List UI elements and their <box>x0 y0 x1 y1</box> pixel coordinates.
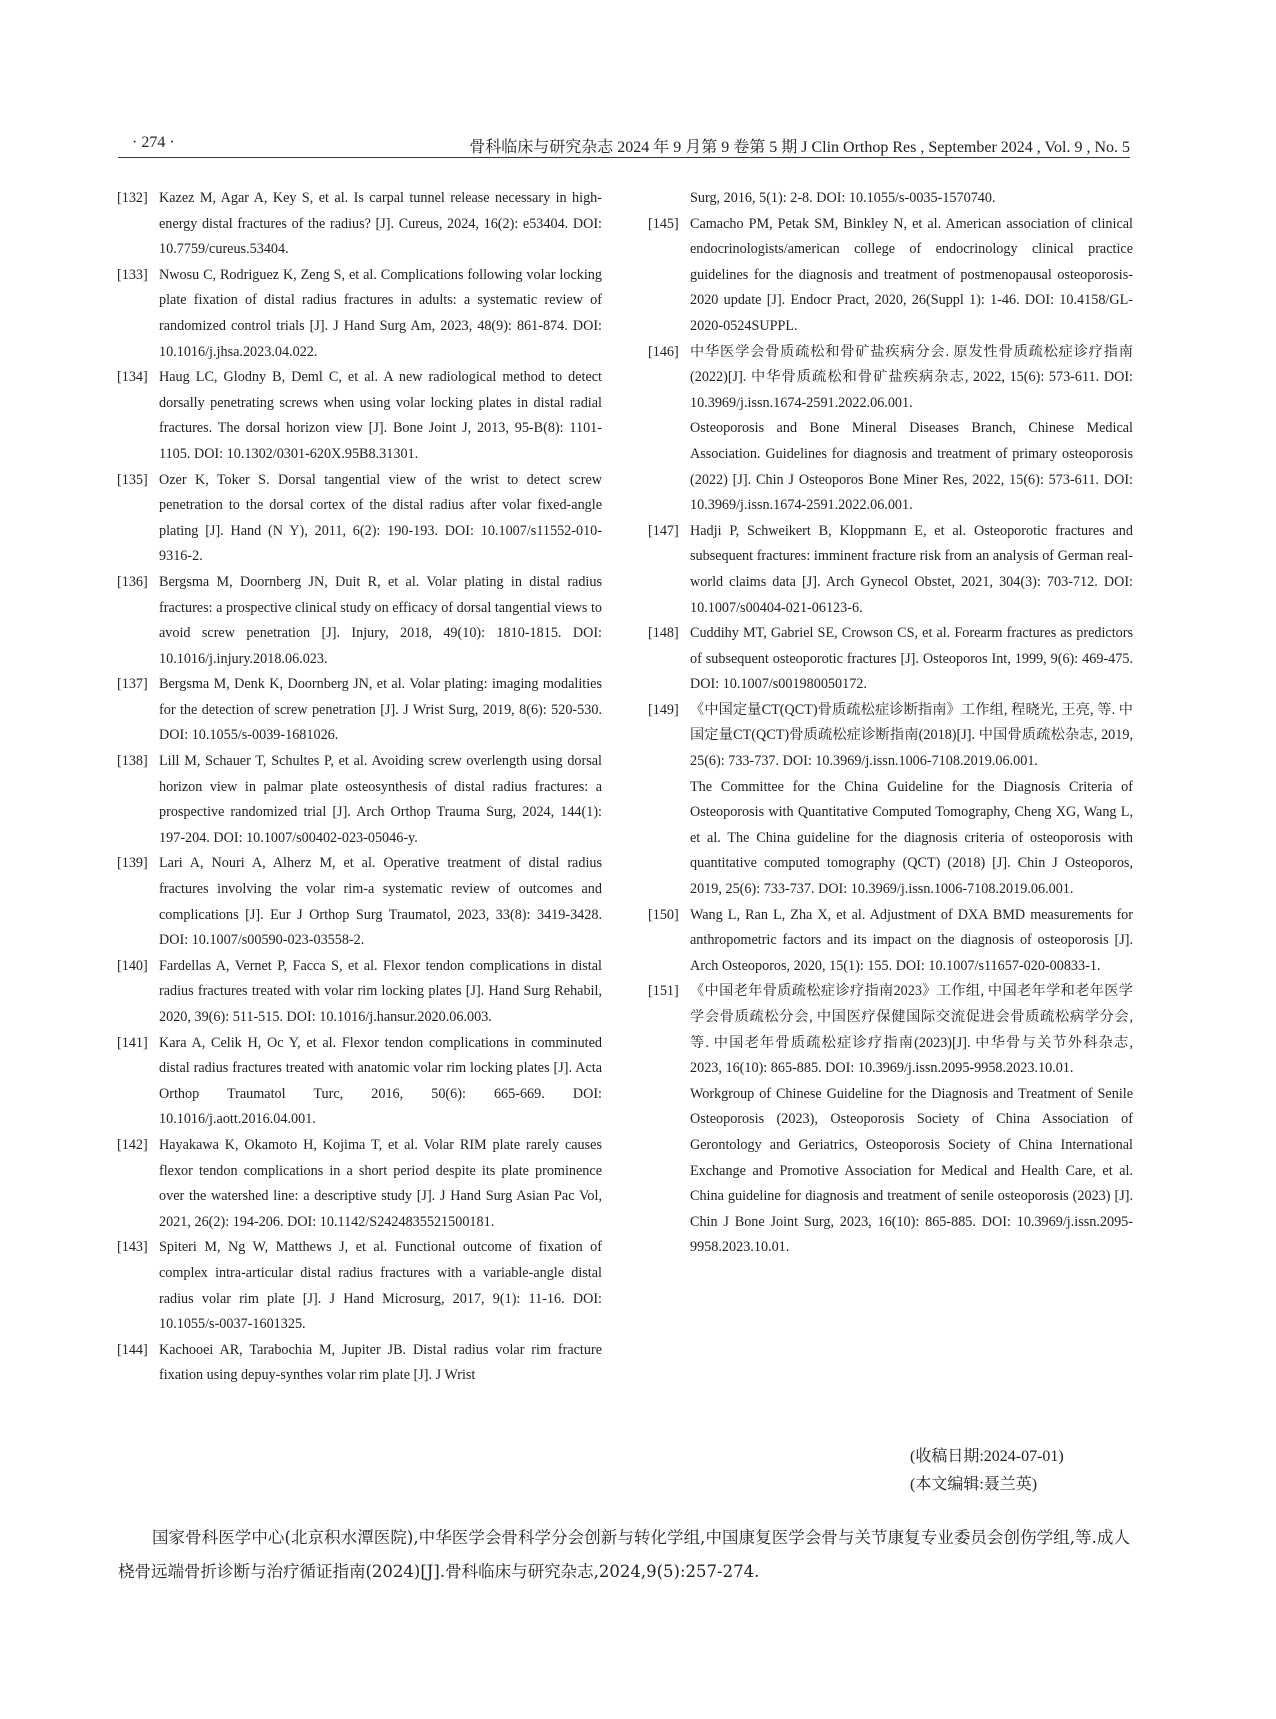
reference-number: [146] <box>648 343 679 360</box>
reference-number: [148] <box>648 625 679 642</box>
journal-info: 骨科临床与研究杂志 2024 年 9 月第 9 卷第 5 期 J Clin Orthop Res , September 2024 , Vol. 9 , No. 5 <box>469 139 1130 156</box>
reference-number: [133] <box>117 266 148 283</box>
page-number: · 274 · <box>132 134 175 151</box>
running-header <box>118 131 1130 158</box>
reference-number: [150] <box>648 906 679 923</box>
reference-text: 中华医学会骨质疏松和骨矿盐疾病分会. 原发性骨质疏松症诊疗指南(2022)[J]. 中华骨质疏松和骨矿盐疾病杂志, 2022, 15(6): 573-611. DOI: 10.3969/j.issn.1674-2591.2022.06.001. <box>690 343 1133 411</box>
reference-text: Spiteri M, Ng W, Matthews J, et al. Functional outcome of fixation of complex intra-articular distal radius fractures with a variable-angle distal radius volar rim plate [J]. J Hand Microsurg, 2017, 9(1): 11-16. DOI: 10.1055/s-0037-1601325. <box>159 1239 602 1333</box>
reference-number: [149] <box>648 701 679 718</box>
reference-item <box>648 212 1133 340</box>
reference-item <box>648 621 1133 698</box>
reference-item <box>117 851 602 953</box>
reference-text: Kachooei AR, Tarabochia M, Jupiter JB. Distal radius volar rim fracture fixation using depuy-synthes volar rim plate [J]. J Wrist <box>159 1341 602 1384</box>
reference-text: 《中国定量CT(QCT)骨质疏松症诊断指南》工作组, 程晓光, 王亮, 等. 中国定量CT(QCT)骨质疏松症诊断指南(2018)[J]. 中国骨质疏松杂志, 2019, 25(6): 733-737. DOI: 10.3969/j.issn.1006-7108.2019.06.001. <box>690 701 1133 770</box>
reference-number: [132] <box>117 190 148 206</box>
left-reference-column <box>117 186 602 1389</box>
reference-text: Nwosu C, Rodriguez K, Zeng S, et al. Complications following volar locking plate fixation of distal radius fractures in adults: a systematic review of randomized control trials [J]. J Hand Surg Am, 2023, 48(9): 861-874. DOI: 10.1016/j.jhsa.2023.04.022. <box>159 266 602 360</box>
reference-text: Bergsma M, Denk K, Doornberg JN, et al. Volar plating: imaging modalities for the detection of screw penetration [J]. J Wrist Surg, 2019, 8(6): 520-530. DOI: 10.1055/s-0039-1681026. <box>159 676 602 744</box>
reference-text: Cuddihy MT, Gabriel SE, Crowson CS, et al. Forearm fractures as predictors of subsequent osteoporotic fractures [J]. Osteoporos Int, 1999, 9(6): 469-475. DOI: 10.1007/s001980050172. <box>690 625 1133 693</box>
reference-item <box>648 903 1133 980</box>
reference-number: [136] <box>117 573 148 590</box>
reference-number: [134] <box>117 369 148 386</box>
reference-number: [142] <box>117 1136 148 1153</box>
reference-item <box>117 468 602 570</box>
reference-text: Kara A, Celik H, Oc Y, et al. Flexor tendon complications in comminuted distal radius fractures treated with anatomic volar rim locking plates [J]. Acta Orthop Traumatol Turc, 2016, 50(6): 665-669. DOI: 10.1016/j.aott.2016.04.001. <box>159 1034 602 1128</box>
reference-text: Bergsma M, Doornberg JN, Duit R, et al. Volar plating in distal radius fractures: a prospective clinical study on efficacy of dorsal tangential views to avoid screw penetration [J]. Injury, 2018, 49(10): 1810-1815. DOI: 10.1016/j.injury.2018.06.023. <box>159 573 602 667</box>
reference-text: 《中国老年骨质疏松症诊疗指南2023》工作组, 中国老年学和老年医学学会骨质疏松分会, 中国医疗保健国际交流促进会骨质疏松病学分会, 等. 中国老年骨质疏松症诊疗指南(2023)[J]. 中华骨与关节外科杂志, 2023, 16(10): 865-885. DOI: 10.3969/j.issn.2095-9958.2023.10.01. <box>690 983 1133 1077</box>
reference-item <box>117 1031 602 1133</box>
reference-item <box>117 365 602 467</box>
reference-number: [139] <box>117 855 148 872</box>
reference-item <box>117 954 602 1031</box>
article-footer-meta <box>910 1443 1064 1499</box>
reference-number: [141] <box>117 1034 148 1051</box>
citation-note: 国家骨科医学中心(北京积水潭医院),中华医学会骨科学分会创新与转化学组,中国康复医学会骨与关节康复专业委员会创伤学组,等.成人桡骨远端骨折诊断与治疗循证指南(2024)[J].骨科临床与研究杂志,2024,9(5):257-274. <box>118 1528 1130 1581</box>
reference-item <box>117 186 602 263</box>
received-date: (收稿日期:2024-07-01) <box>910 1448 1064 1465</box>
reference-number: [151] <box>648 983 679 1000</box>
reference-item <box>117 1235 602 1337</box>
reference-text: Fardellas A, Vernet P, Facca S, et al. Flexor tendon complications in distal radius fractures treated with volar rim locking plates [J]. Hand Surg Rehabil, 2020, 39(6): 511-515. DOI: 10.1016/j.hansur.2020.06.003. <box>159 957 602 1025</box>
reference-text: Haug LC, Glodny B, Deml C, et al. A new radiological method to detect dorsally penetrating screws when using volar locking plates in distal radial fractures. The dorsal horizon view [J]. Bone Joint J, 2013, 95-B(8): 1101-1105. DOI: 10.1302/0301-620X.95B8.31301. <box>159 369 602 462</box>
reference-text: Camacho PM, Petak SM, Binkley N, et al. American association of clinical endocrinologists/american college of endocrinology clinical practice guidelines for the diagnosis and treatment of postmenopausal osteoporosis-2020 update [J]. Endocr Pract, 2020, 26(Suppl 1): 1-46. DOI: 10.4158/GL-2020-0524SUPPL. <box>690 215 1133 334</box>
reference-translation: The Committee for the China Guideline for the Diagnosis Criteria of Osteoporosis with Quantitative Computed Tomography, Cheng XG, Wang L, et al. The China guideline for the diagnosis criteria of osteoporosis with quantitative computed tomography (QCT) (2018) [J]. Chin J Osteoporos, 2019, 25(6): 733-737. DOI: 10.3969/j.issn.1006-7108.2019.06.001. <box>690 778 1133 898</box>
reference-text: Ozer K, Toker S. Dorsal tangential view of the wrist to detect screw penetration to the dorsal cortex of the distal radius after volar fixed-angle plating [J]. Hand (N Y), 2011, 6(2): 190-193. DOI: 10.1007/s11552-010-9316-2. <box>159 471 602 565</box>
reference-number: [137] <box>117 676 148 693</box>
reference-item <box>648 340 1133 519</box>
reference-item <box>117 570 602 672</box>
reference-text: Wang L, Ran L, Zha X, et al. Adjustment of DXA BMD measurements for anthropometric factors and its impact on the diagnosis of osteoporosis [J]. Arch Osteoporos, 2020, 15(1): 155. DOI: 10.1007/s11657-020-00833-1. <box>690 906 1133 974</box>
reference-item <box>648 519 1133 621</box>
reference-text: Kazez M, Agar A, Key S, et al. Is carpal tunnel release necessary in high-energy distal fractures of the radius? [J]. Cureus, 2024, 16(2): e53404. DOI: 10.7759/cureus.53404. <box>159 190 602 258</box>
reference-item <box>648 979 1133 1261</box>
reference-continuation: Surg, 2016, 5(1): 2-8. DOI: 10.1055/s-0035-1570740. <box>690 190 996 206</box>
reference-number: [144] <box>117 1341 148 1358</box>
reference-translation: Osteoporosis and Bone Mineral Diseases Branch, Chinese Medical Association. Guidelines for diagnosis and treatment of primary osteoporosis (2022) [J]. Chin J Osteoporos Bone Miner Res, 2022, 15(6): 573-611. DOI: 10.3969/j.issn.1674-2591.2022.06.001. <box>690 420 1133 514</box>
reference-text: Hayakawa K, Okamoto H, Kojima T, et al. Volar RIM plate rarely causes flexor tendon complications in a short period despite its plate prominence over the watershed line: a descriptive study [J]. J Hand Surg Asian Pac Vol, 2021, 26(2): 194-206. DOI: 10.1142/S2424835521500181. <box>159 1136 602 1230</box>
right-reference-column <box>648 186 1133 1261</box>
reference-number: [135] <box>117 471 148 488</box>
reference-item <box>117 1338 602 1389</box>
reference-item <box>117 749 602 851</box>
reference-item <box>117 672 602 749</box>
reference-item <box>648 698 1133 903</box>
reference-text: Hadji P, Schweikert B, Kloppmann E, et al. Osteoporotic fractures and subsequent fractures: imminent fracture risk from an analysis of German real-world claims data [J]. Arch Gynecol Obstet, 2021, 304(3): 703-712. DOI: 10.1007/s00404-021-06123-6. <box>690 522 1133 616</box>
reference-number: [140] <box>117 957 148 974</box>
reference-text: Lari A, Nouri A, Alherz M, et al. Operative treatment of distal radius fractures involving the volar rim-a systematic review of outcomes and complications [J]. Eur J Orthop Surg Traumatol, 2023, 33(8): 3419-3428. DOI: 10.1007/s00590-023-03558-2. <box>159 855 602 949</box>
editor-note: (本文编辑:聂兰英) <box>910 1476 1038 1493</box>
reference-number: [145] <box>648 215 679 232</box>
reference-number: [147] <box>648 522 679 539</box>
reference-item <box>117 263 602 365</box>
reference-item <box>117 1133 602 1235</box>
reference-number: [143] <box>117 1239 148 1256</box>
reference-number: [138] <box>117 753 148 770</box>
reference-translation: Workgroup of Chinese Guideline for the Diagnosis and Treatment of Senile Osteoporosis (2023), Osteoporosis Society of China Association of Gerontology and Geriatrics, Osteoporosis Society of China International Exchange and Promotive Association for Medical and Health Care, et al. China guideline for diagnosis and treatment of senile osteoporosis (2023) [J]. Chin J Bone Joint Surg, 2023, 16(10): 865-885. DOI: 10.3969/j.issn.2095-9958.2023.10.01. <box>690 1085 1133 1256</box>
reference-text: Lill M, Schauer T, Schultes P, et al. Avoiding screw overlength using dorsal horizon view in palmar plate osteosynthesis of distal radius fractures: a prospective randomized trial [J]. Arch Orthop Trauma Surg, 2024, 144(1): 197-204. DOI: 10.1007/s00402-023-05046-y. <box>159 753 602 846</box>
